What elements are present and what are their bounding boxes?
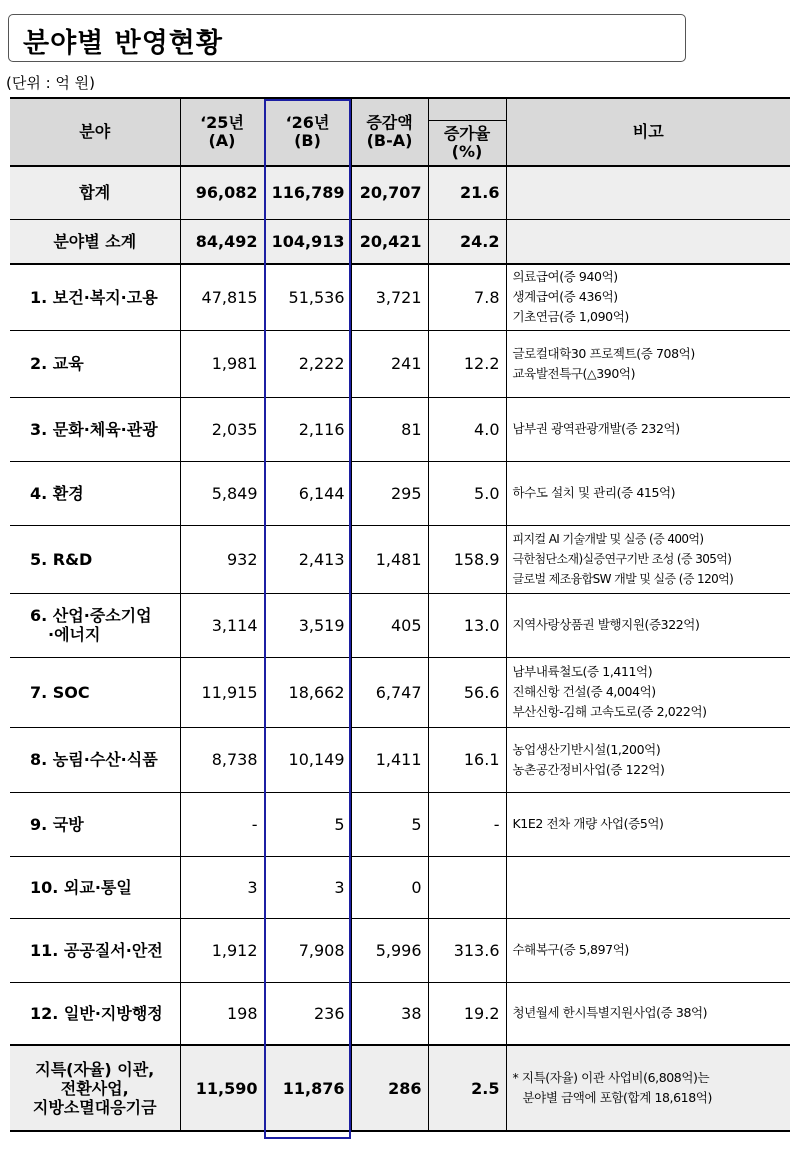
- cell-a: 47,815: [180, 264, 264, 330]
- cell-note: [506, 166, 790, 219]
- row-name: 합계: [10, 166, 180, 219]
- cell-rate: 4.0: [428, 397, 506, 461]
- cell-a: 2,035: [180, 397, 264, 461]
- table-row: [10, 461, 790, 525]
- row-name: 지특(자율) 이관, 전환사업, 지방소멸대응기금: [10, 1045, 180, 1131]
- cell-a: 5,849: [180, 461, 264, 525]
- table-row: [10, 792, 790, 856]
- row-name: 10. 외교·통일: [10, 856, 180, 918]
- cell-rate: 7.8: [428, 264, 506, 330]
- cell-a: -: [180, 792, 264, 856]
- cell-a: 11,915: [180, 657, 264, 727]
- row-name: 4. 환경: [10, 461, 180, 525]
- cell-diff: 1,411: [351, 727, 428, 792]
- page-title: 분야별 반영현황: [23, 28, 223, 59]
- cell-a: 11,590: [180, 1045, 264, 1131]
- cell-diff: 241: [351, 330, 428, 397]
- cell-note: 의료급여(증 940억) 생계급여(증 436억) 기초연금(증 1,090억): [506, 264, 790, 330]
- cell-rate: 2.5: [428, 1045, 506, 1131]
- table-row: [10, 918, 790, 982]
- cell-rate: 24.2: [428, 219, 506, 264]
- header-y25: ‘25년 (A): [180, 98, 264, 166]
- cell-b: 116,789: [264, 166, 351, 219]
- cell-diff: 295: [351, 461, 428, 525]
- row-name: 분야별 소계: [10, 219, 180, 264]
- cell-rate: -: [428, 792, 506, 856]
- header-note: 비고: [506, 98, 790, 166]
- table-row: [10, 330, 790, 397]
- cell-b: 5: [264, 792, 351, 856]
- header-y26: ‘26년 (B): [264, 98, 351, 166]
- row-name: 2. 교육: [10, 330, 180, 397]
- cell-diff: 286: [351, 1045, 428, 1131]
- table-row: [10, 397, 790, 461]
- cell-rate: 19.2: [428, 982, 506, 1045]
- row-name: 11. 공공질서·안전: [10, 918, 180, 982]
- cell-note: [506, 856, 790, 918]
- cell-diff: 20,421: [351, 219, 428, 264]
- cell-a: 96,082: [180, 166, 264, 219]
- header-rate: 증가율 (%): [428, 120, 506, 166]
- table-row: [10, 856, 790, 918]
- cell-b: 6,144: [264, 461, 351, 525]
- row-name: 6. 산업·중소기업 ·에너지: [10, 593, 180, 657]
- cell-a: 932: [180, 525, 264, 593]
- cell-diff: 1,481: [351, 525, 428, 593]
- header-diff: 증감액 (B-A): [351, 98, 428, 166]
- title-box: [8, 14, 686, 62]
- cell-a: 1,981: [180, 330, 264, 397]
- table-row-transfer: [10, 1045, 790, 1131]
- cell-a: 8,738: [180, 727, 264, 792]
- cell-note: 남부권 광역관광개발(증 232억): [506, 397, 790, 461]
- cell-note: 청년월세 한시특별지원사업(증 38억): [506, 982, 790, 1045]
- unit-label: (단위 : 억 원): [6, 74, 96, 92]
- cell-diff: 5: [351, 792, 428, 856]
- cell-note: 농업생산기반시설(1,200억) 농촌공간정비사업(증 122억): [506, 727, 790, 792]
- cell-rate: 13.0: [428, 593, 506, 657]
- cell-b: 10,149: [264, 727, 351, 792]
- cell-b: 11,876: [264, 1045, 351, 1131]
- cell-a: 3: [180, 856, 264, 918]
- cell-diff: 0: [351, 856, 428, 918]
- cell-b: 2,116: [264, 397, 351, 461]
- cell-rate: 158.9: [428, 525, 506, 593]
- row-name: 7. SOC: [10, 657, 180, 727]
- table-row: [10, 264, 790, 330]
- row-name: 12. 일반·지방행정: [10, 982, 180, 1045]
- header-field: 분야: [10, 98, 180, 166]
- cell-a: 84,492: [180, 219, 264, 264]
- cell-b: 18,662: [264, 657, 351, 727]
- cell-note: * 지특(자율) 이관 사업비(6,808억)는 분야별 금액에 포함(합계 18,618억): [506, 1045, 790, 1131]
- cell-rate: 12.2: [428, 330, 506, 397]
- cell-rate: [428, 856, 506, 918]
- cell-rate: 56.6: [428, 657, 506, 727]
- cell-note: 수해복구(증 5,897억): [506, 918, 790, 982]
- table-row: [10, 593, 790, 657]
- cell-b: 51,536: [264, 264, 351, 330]
- table-row-total: [10, 166, 790, 219]
- cell-note: 남부내륙철도(증 1,411억) 진해신항 건설(증 4,004억) 부산신항-김해 고속도로(증 2,022억): [506, 657, 790, 727]
- row-name: 1. 보건·복지·고용: [10, 264, 180, 330]
- cell-b: 236: [264, 982, 351, 1045]
- cell-a: 198: [180, 982, 264, 1045]
- table-row: [10, 982, 790, 1045]
- cell-note: 지역사랑상품권 발행지원(증322억): [506, 593, 790, 657]
- cell-note: 하수도 설치 및 관리(증 415억): [506, 461, 790, 525]
- row-name: 3. 문화·체육·관광: [10, 397, 180, 461]
- budget-table: [10, 97, 790, 1132]
- cell-note: 피지컬 AI 기술개발 및 실증 (증 400억) 극한첨단소재)실증연구기반 조성 (증 305억) 글로벌 제조융합SW 개발 및 실증 (증 120억): [506, 525, 790, 593]
- cell-diff: 81: [351, 397, 428, 461]
- cell-note: 글로컬대학30 프로젝트(증 708억) 교육발전특구(△390억): [506, 330, 790, 397]
- cell-diff: 20,707: [351, 166, 428, 219]
- cell-diff: 3,721: [351, 264, 428, 330]
- cell-b: 104,913: [264, 219, 351, 264]
- table-row: [10, 727, 790, 792]
- cell-diff: 6,747: [351, 657, 428, 727]
- cell-diff: 405: [351, 593, 428, 657]
- cell-a: 1,912: [180, 918, 264, 982]
- cell-rate: 313.6: [428, 918, 506, 982]
- cell-b: 2,413: [264, 525, 351, 593]
- cell-diff: 38: [351, 982, 428, 1045]
- cell-note: [506, 219, 790, 264]
- cell-rate: 16.1: [428, 727, 506, 792]
- cell-b: 2,222: [264, 330, 351, 397]
- header-rate-spacer: [428, 98, 506, 120]
- cell-a: 3,114: [180, 593, 264, 657]
- table-row: [10, 657, 790, 727]
- cell-rate: 5.0: [428, 461, 506, 525]
- row-name: 5. R&D: [10, 525, 180, 593]
- table-row: [10, 525, 790, 593]
- cell-note: K1E2 전차 개량 사업(증5억): [506, 792, 790, 856]
- row-name: 9. 국방: [10, 792, 180, 856]
- cell-diff: 5,996: [351, 918, 428, 982]
- cell-b: 7,908: [264, 918, 351, 982]
- cell-b: 3: [264, 856, 351, 918]
- cell-rate: 21.6: [428, 166, 506, 219]
- cell-b: 3,519: [264, 593, 351, 657]
- row-name: 8. 농림·수산·식품: [10, 727, 180, 792]
- table-row-subtotal: [10, 219, 790, 264]
